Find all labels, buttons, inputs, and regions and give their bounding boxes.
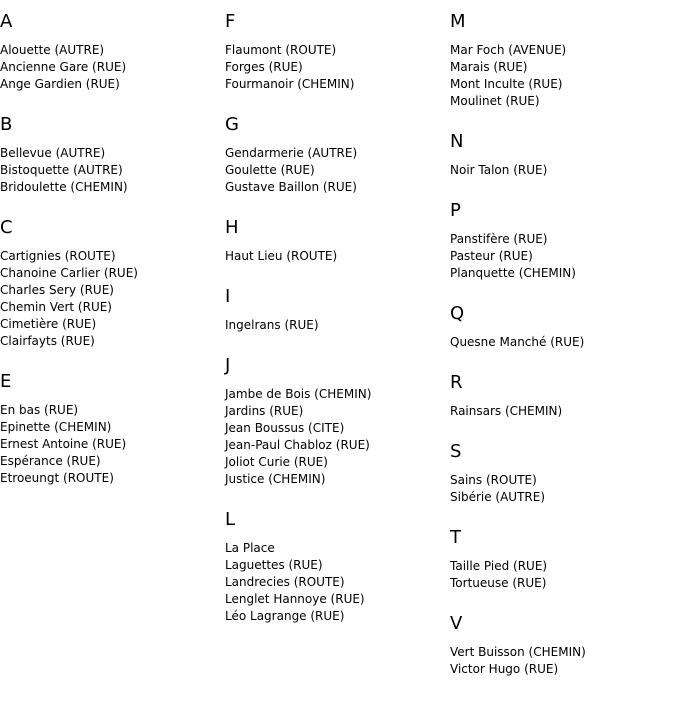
index-column: [225, 8, 445, 643]
letter-heading: Q: [450, 303, 465, 324]
street-link[interactable]: Tortueuse (RUE): [450, 576, 547, 590]
letter-group: [0, 8, 220, 93]
letter-heading: B: [0, 114, 13, 135]
street-link[interactable]: Flaumont (ROUTE): [225, 43, 337, 57]
letter-group: [225, 506, 445, 625]
street-list: [225, 42, 445, 93]
street-link[interactable]: Goulette (RUE): [225, 163, 315, 177]
street-link[interactable]: Planquette (CHEMIN): [450, 266, 576, 280]
street-link[interactable]: Epinette (CHEMIN): [0, 420, 112, 434]
street-link[interactable]: Léo Lagrange (RUE): [225, 609, 345, 623]
street-link[interactable]: Gustave Baillon (RUE): [225, 180, 357, 194]
letter-heading: J: [225, 355, 231, 376]
street-list: [450, 162, 670, 179]
street-link[interactable]: Sibérie (AUTRE): [450, 490, 546, 504]
letter-heading: M: [450, 11, 466, 32]
street-link[interactable]: Laguettes (RUE): [225, 558, 323, 572]
street-link[interactable]: Landrecies (ROUTE): [225, 575, 345, 589]
letter-heading: G: [225, 114, 239, 135]
letter-group: [0, 111, 220, 196]
street-link[interactable]: Ange Gardien (RUE): [0, 77, 120, 91]
street-list: [225, 386, 445, 488]
street-list: [450, 334, 670, 351]
letter-heading: N: [450, 131, 464, 152]
letter-group: [0, 214, 220, 350]
letter-group: [450, 128, 670, 179]
street-link[interactable]: Espérance (RUE): [0, 454, 101, 468]
letter-group: [450, 524, 670, 592]
letter-heading: R: [450, 372, 463, 393]
street-list: [450, 472, 670, 506]
letter-group: [225, 283, 445, 334]
street-link[interactable]: Gendarmerie (AUTRE): [225, 146, 358, 160]
street-link[interactable]: Jambe de Bois (CHEMIN): [225, 387, 372, 401]
letter-heading: C: [0, 217, 13, 238]
street-list: [450, 42, 670, 110]
street-list: [0, 42, 220, 93]
street-link[interactable]: Bellevue (AUTRE): [0, 146, 106, 160]
letter-group: [225, 111, 445, 196]
letter-heading: P: [450, 200, 461, 221]
street-link[interactable]: Etroeungt (ROUTE): [0, 471, 114, 485]
street-link[interactable]: Fourmanoir (CHEMIN): [225, 77, 355, 91]
street-link[interactable]: Charles Sery (RUE): [0, 283, 114, 297]
street-link[interactable]: Alouette (AUTRE): [0, 43, 105, 57]
letter-group: [450, 438, 670, 506]
letter-heading: I: [225, 286, 231, 307]
street-link[interactable]: Jean Boussus (CITE): [225, 421, 345, 435]
street-link[interactable]: Bistoquette (AUTRE): [0, 163, 123, 177]
letter-group: [450, 610, 670, 678]
letter-group: [225, 8, 445, 93]
letter-group: [450, 8, 670, 110]
street-list: [0, 248, 220, 350]
street-list: [450, 231, 670, 282]
street-link[interactable]: Taille Pied (RUE): [450, 559, 548, 573]
letter-heading: E: [0, 371, 12, 392]
street-list: [225, 248, 445, 265]
letter-heading: T: [450, 527, 461, 548]
street-link[interactable]: Haut Lieu (ROUTE): [225, 249, 338, 263]
street-link[interactable]: Pasteur (RUE): [450, 249, 533, 263]
street-link[interactable]: En bas (RUE): [0, 403, 79, 417]
street-link[interactable]: La Place: [225, 541, 275, 555]
street-link[interactable]: Mar Foch (AVENUE): [450, 43, 567, 57]
street-link[interactable]: Moulinet (RUE): [450, 94, 540, 108]
street-link[interactable]: Noir Talon (RUE): [450, 163, 548, 177]
street-link[interactable]: Jean-Paul Chabloz (RUE): [225, 438, 370, 452]
street-link[interactable]: Justice (CHEMIN): [225, 472, 326, 486]
letter-heading: L: [225, 509, 236, 530]
street-list: [450, 403, 670, 420]
letter-heading: A: [0, 11, 13, 32]
street-link[interactable]: Cartignies (ROUTE): [0, 249, 116, 263]
index-column: [0, 8, 220, 505]
street-link[interactable]: Ancienne Gare (RUE): [0, 60, 127, 74]
street-list: [0, 402, 220, 487]
street-list: [0, 145, 220, 196]
letter-group: [450, 300, 670, 351]
letter-group: [450, 197, 670, 282]
letter-heading: S: [450, 441, 462, 462]
letter-group: [0, 368, 220, 487]
letter-heading: F: [225, 11, 236, 32]
street-link[interactable]: Clairfayts (RUE): [0, 334, 95, 348]
street-link[interactable]: Jardins (RUE): [225, 404, 304, 418]
street-link[interactable]: Rainsars (CHEMIN): [450, 404, 563, 418]
street-link[interactable]: Bridoulette (CHEMIN): [0, 180, 128, 194]
street-link[interactable]: Ingelrans (RUE): [225, 318, 319, 332]
street-link[interactable]: Sains (ROUTE): [450, 473, 537, 487]
street-list: [450, 644, 670, 678]
street-link[interactable]: Chemin Vert (RUE): [0, 300, 112, 314]
street-link[interactable]: Vert Buisson (CHEMIN): [450, 645, 586, 659]
letter-group: [225, 352, 445, 488]
street-link[interactable]: Lenglet Hannoye (RUE): [225, 592, 365, 606]
street-link[interactable]: Ernest Antoine (RUE): [0, 437, 127, 451]
street-link[interactable]: Cimetière (RUE): [0, 317, 97, 331]
street-link[interactable]: Panstifère (RUE): [450, 232, 548, 246]
street-link[interactable]: Forges (RUE): [225, 60, 303, 74]
street-link[interactable]: Quesne Manché (RUE): [450, 335, 585, 349]
street-list: [225, 145, 445, 196]
letter-heading: H: [225, 217, 239, 238]
index-column: [450, 8, 670, 696]
street-link[interactable]: Chanoine Carlier (RUE): [0, 266, 138, 280]
street-link[interactable]: Marais (RUE): [450, 60, 528, 74]
street-list: [450, 558, 670, 592]
street-list: [225, 317, 445, 334]
street-link[interactable]: Mont Inculte (RUE): [450, 77, 563, 91]
street-list: [225, 540, 445, 625]
street-link[interactable]: Victor Hugo (RUE): [450, 662, 559, 676]
letter-group: [450, 369, 670, 420]
street-link[interactable]: Joliot Curie (RUE): [225, 455, 328, 469]
letter-group: [225, 214, 445, 265]
letter-heading: V: [450, 613, 463, 634]
